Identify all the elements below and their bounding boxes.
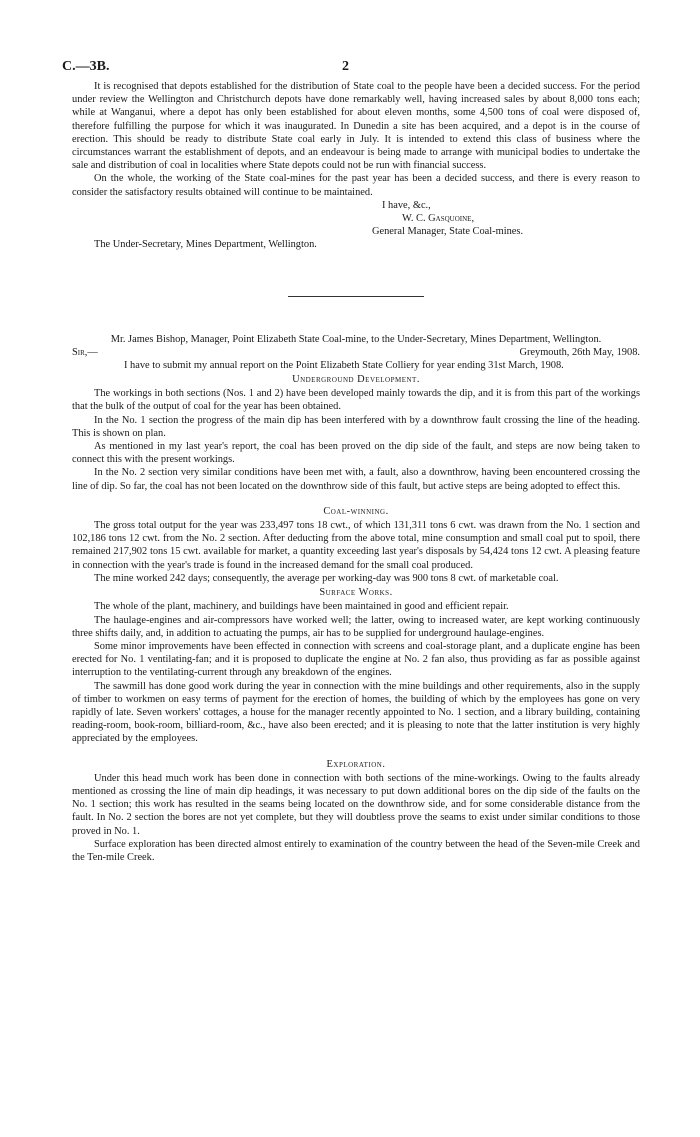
paragraph: Some minor improvements have been effected in connection with screens and coal-storage plant, and a duplicate engine has been erected for No. 1 ventilating-fan; and it is proposed to duplicate the engine at No. 2 fan also, thus providing as far as possible against interruption to the ventilating-current through any breakdown of the engines. [72, 640, 640, 679]
signatory-title: General Manager, State Coal-mines. [372, 226, 524, 238]
document-reference: C.—3B. [62, 59, 110, 74]
paragraph: The gross total output for the year was 233,497 tons 18 cwt., of which 131,311 tons 6 cwt. was drawn from the No. 1 section and 102,186 tons 12 cwt. from the No. 2 section. After deducting from the above total, mine consumption and small coal put to spoil, there remained 217,902 tons 15 cwt. available for market, a quantity exceeding last year's disposals by 54,424 tons 12 cwt. A pleasing feature in connection with the year's trade is found in the increased demand for the small coal produced. [72, 520, 640, 571]
paragraph: Under this head much work has been done in connection with both sections of the mine-workings. Owing to the faults already mentioned as crossing the line of main dip headings, it was necessary to put down additional bores on the dip side of the faults on the No. 1 section; this work has resulted in the seams being located on the downthrow side, and for some considerable distance from the fault. In No. 2 section the bores are not yet complete, but they will doubtless prove the seams to exist under similar conditions to those proved in No. 1. [72, 772, 640, 837]
section-heading-surface-works: Surface Works. [319, 587, 393, 599]
section-heading-exploration: Exploration. [326, 758, 386, 770]
paragraph: It is recognised that depots established for the distribution of State coal to the people have been a decided success. For the period under review the Wellington and Christchurch depots have done remarkably well, having increased sales by about 8,000 tons each; while at Wanganui, where a depot has only been established for about eleven months, some 4,500 tons of coal were disposed of, therefore fulfilling the purpose for which it was inaugurated. In Dunedin a site has been acquired, and a depot is in the course of erection. This should be ready to distribute State coal early in July. It is intended to extend this class of business where the circumstances warrant the establishment of depots, and an endeavour is being made to arrange with municipal bodies to undertake the sale and distribution of coal in localities where State depots could not be run with financial success. [72, 81, 640, 172]
paragraph: In the No. 2 section very similar conditions have been met with, a fault, also a downthrow, having been encountered crossing the line of dip. So far, the coal has not been located on the downthrow side of this fault, but active steps are being adopted to effect this. [72, 467, 640, 492]
letter-general-manager [72, 80, 640, 252]
closing-line: I have, &c., [382, 199, 431, 211]
paragraph: The whole of the plant, machinery, and buildings have been maintained in good and efficient repair. [94, 601, 509, 613]
signatory-name: W. C. Gasquoine, [402, 213, 475, 225]
letter-date: Greymouth, 26th May, 1908. [519, 346, 640, 358]
intro-paragraph: I have to submit my annual report on the Point Elizabeth State Colliery for year ending 31st March, 1908. [124, 359, 564, 371]
section-divider [288, 296, 424, 297]
paragraph: As mentioned in my last year's report, the coal has been proved on the dip side of the fault, and steps are now being taken to connect this with the present workings. [72, 441, 640, 466]
paragraph: On the whole, the working of the State coal-mines for the past year has been a decided success, and there is every reason to consider the satisfactory results obtained will continue to be maintained. [72, 173, 640, 198]
paragraph: The haulage-engines and air-compressors have worked well; the latter, owing to increased water, are kept working continuously three shifts daily, and, in addition to actuating the pumps, air has to be supplied for underground haulage-engines. [72, 614, 640, 639]
sir-greeting: Sir,— [72, 346, 98, 358]
paragraph: In the No. 1 section the progress of the main dip has been interfered with by a downthrow fault crossing the line of the heading. This is shown on plan. [72, 414, 640, 439]
paragraph: Surface exploration has been directed almost entirely to examination of the country between the head of the Seven-mile Creek and the Ten-mile Creek. [72, 838, 640, 863]
section-heading-underground: Underground Development. [292, 374, 420, 386]
paragraph: The workings in both sections (Nos. 1 and 2) have been developed mainly towards the dip, and it is from this part of the workings that the bulk of the output of coal for the year has been obtained. [72, 388, 640, 413]
addressee-line: The Under-Secretary, Mines Department, Wellington. [94, 239, 317, 251]
section-heading-coal-winning: Coal-winning. [323, 505, 389, 517]
letter-manager-report [72, 333, 640, 865]
salutation-row [72, 346, 640, 359]
page-header [62, 52, 640, 80]
paragraph: The mine worked 242 days; consequently, the average per working-day was 900 tons 8 cwt. of marketable coal. [94, 572, 559, 584]
letter-salutation: Mr. James Bishop, Manager, Point Elizabeth State Coal-mine, to the Under-Secretary, Mines Department, Wellington. [110, 333, 602, 345]
paragraph: The sawmill has done good work during the year in connection with the mine buildings and other requirements, also in the supply of timber to workmen on easy terms of payment for the erection of homes, the building of which by the employees has gone on very rapidly of late. Seven workers' cottages, a house for the manager recently appointed to No. 1 section, and a library building, containing reading-room, book-room, billiard-room, &c., have also been erected; and it is pleasing to note that the latter institution is very highly appreciated by the employees. [72, 680, 640, 745]
page-number: 2 [342, 59, 349, 74]
